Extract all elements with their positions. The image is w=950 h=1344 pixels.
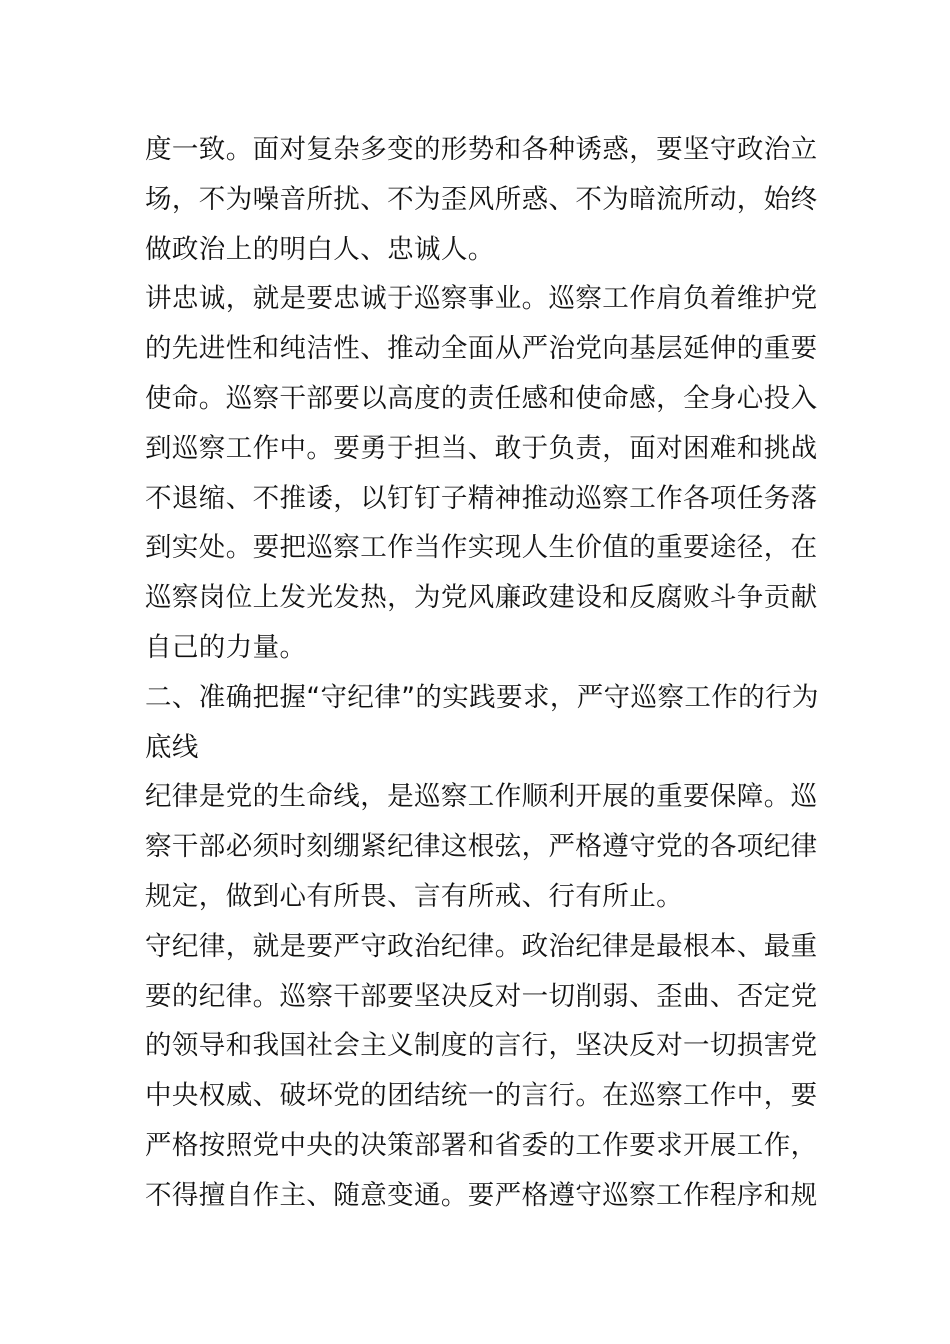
paragraph-political-discipline [145, 922, 818, 1221]
paragraph-political-stance [145, 125, 818, 274]
paragraph-loyalty-to-inspection [145, 274, 818, 672]
text-line: 不退缩、不推诿，以钉钉子精神推动巡察工作各项任务落 [145, 482, 818, 514]
text-line: 做政治上的明白人、忠诚人。 [145, 233, 495, 265]
text-line: 巡察岗位上发光发热，为党风廉政建设和反腐败斗争贡献 [145, 582, 818, 614]
text-line: 严格按照党中央的决策部署和省委的工作要求开展工作， [145, 1129, 818, 1161]
text-line: 到巡察工作中。要勇于担当、敢于负责，面对困难和挑战 [145, 432, 818, 464]
text-line: 规定，做到心有所畏、言有所戒、行有所止。 [145, 880, 683, 912]
text-line: 到实处。要把巡察工作当作实现人生价值的重要途径，在 [145, 532, 818, 564]
text-line: 的领导和我国社会主义制度的言行，坚决反对一切损害党 [145, 1030, 818, 1062]
heading-line: 底线 [145, 731, 199, 763]
text-line: 度一致。面对复杂多变的形势和各种诱惑，要坚守政治立 [145, 134, 818, 165]
text-line: 的先进性和纯洁性、推动全面从严治党向基层延伸的重要 [145, 333, 818, 365]
heading-line: 二、准确把握“守纪律”的实践要求，严守巡察工作的行为 [145, 681, 819, 713]
text-line: 中央权威、破坏党的团结统一的言行。在巡察工作中，要 [145, 1080, 818, 1112]
text-line: 场，不为噪音所扰、不为歪风所惑、不为暗流所动，始终 [145, 183, 818, 215]
text-line: 自己的力量。 [145, 631, 307, 663]
text-line: 讲忠诚，就是要忠诚于巡察事业。巡察工作肩负着维护党 [145, 283, 818, 315]
text-line: 不得擅自作主、随意变通。要严格遵守巡察工作程序和规 [145, 1179, 818, 1211]
text-line: 要的纪律。巡察干部要坚决反对一切削弱、歪曲、否定党 [145, 980, 818, 1012]
section-heading-two [145, 673, 819, 773]
text-line: 察干部必须时刻绷紧纪律这根弦，严格遵守党的各项纪律 [145, 831, 818, 863]
paragraph-discipline-lifeline [145, 772, 818, 921]
document-page [145, 125, 819, 1221]
text-line: 使命。巡察干部要以高度的责任感和使命感，全身心投入 [145, 382, 818, 414]
text-line: 守纪律，就是要严守政治纪律。政治纪律是最根本、最重 [145, 930, 818, 962]
text-line: 纪律是党的生命线，是巡察工作顺利开展的重要保障。巡 [145, 781, 818, 813]
